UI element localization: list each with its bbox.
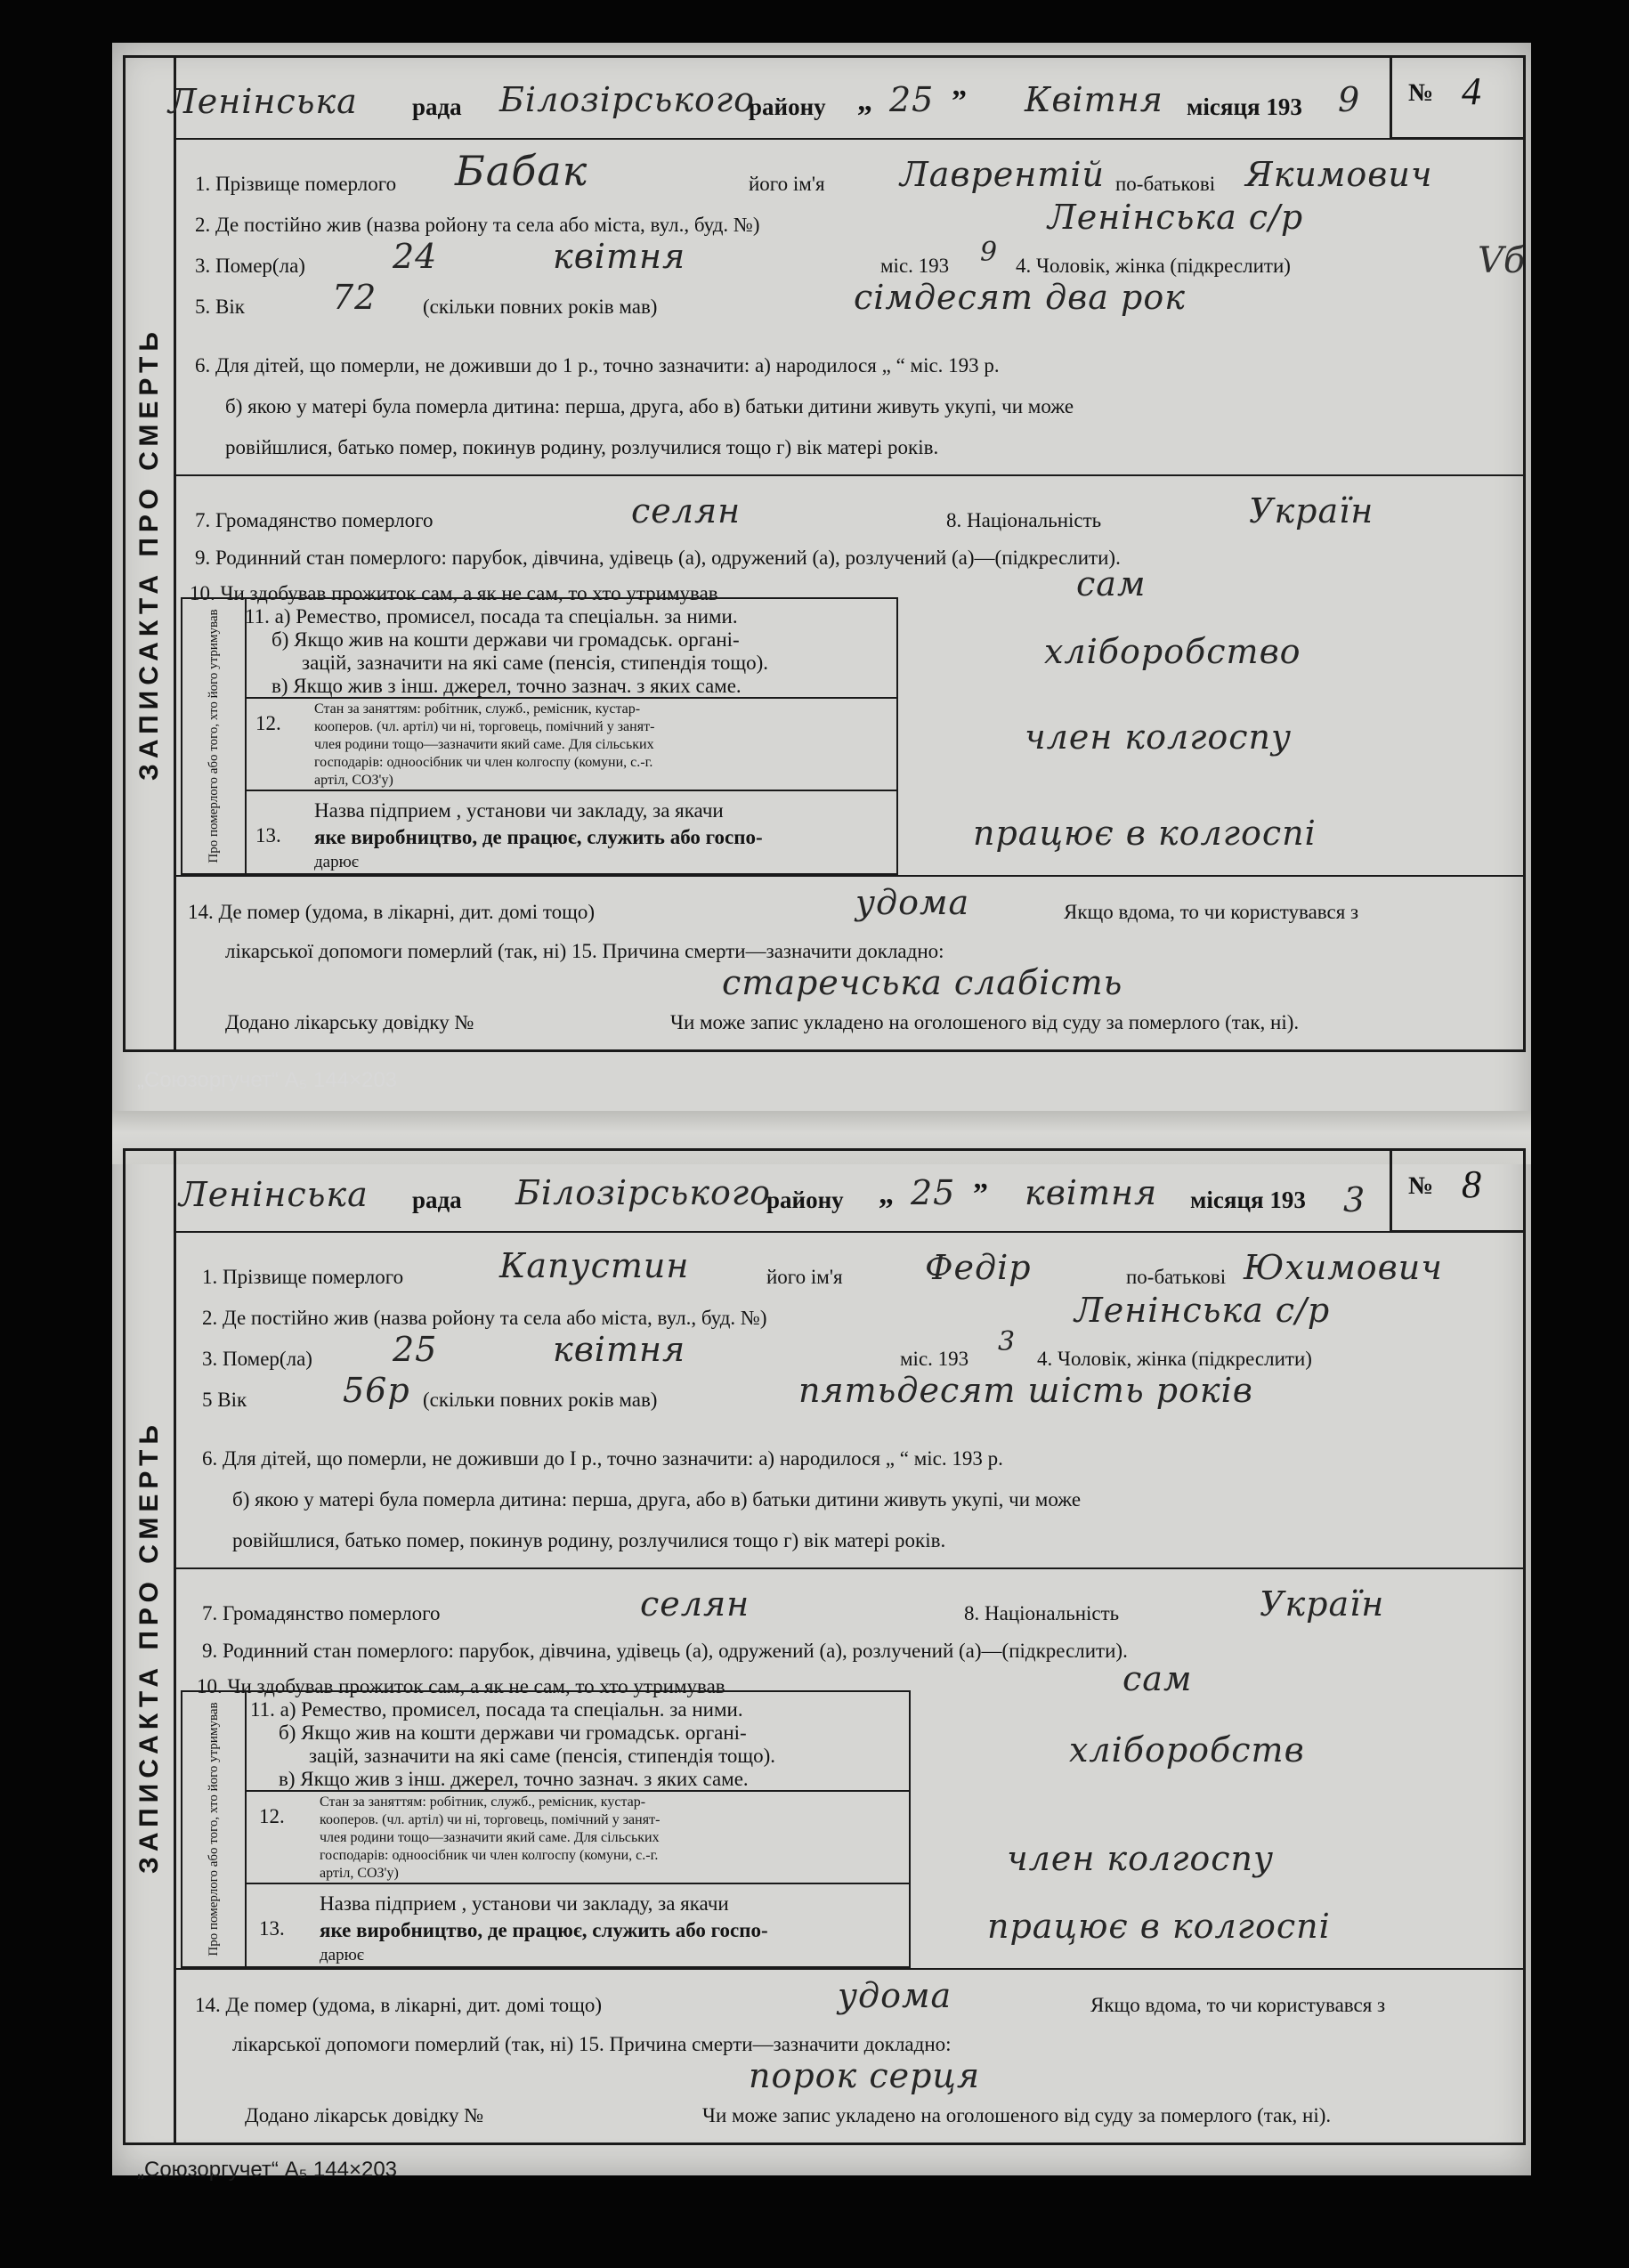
q13-num: 13. <box>259 1917 285 1940</box>
q11-a: 11. а) Ремество, промисел, посада та спеціальн. за ними. <box>245 605 738 628</box>
death-year-label: міс. 193 <box>900 1348 969 1370</box>
q12-line-3: члея родини тощо—зазначити який саме. Для сільських <box>314 737 654 752</box>
q11-c: в) Якщо жив з інш. джерел, точно зазнач. з яких саме. <box>279 1768 749 1790</box>
q12-line-2: кооперов. (чл. артіл) чи ні, торговець, помічний у занят- <box>320 1812 661 1827</box>
hw-citizenship: селян <box>631 491 742 531</box>
died-label: 3. Помер(ла) <box>202 1348 312 1370</box>
record-number-box <box>1390 58 1523 140</box>
hw-surname: Бабак <box>455 147 588 195</box>
hw-age: 72 <box>332 278 377 317</box>
patronymic-label: по-батькові <box>1115 173 1216 195</box>
hw-workplace: працює в колгоспі <box>987 1907 1331 1946</box>
q12-num: 12. <box>259 1805 285 1827</box>
hw-month: квітня <box>1025 1173 1158 1212</box>
livelihood-label: 10. Чи здобував прожиток сам, а як не сам, то хто утримував <box>190 582 718 604</box>
hw-name: Лаврентій <box>900 155 1105 194</box>
hw-occupation: хліборобство <box>1044 632 1301 671</box>
children-line-1: 6. Для дітей, що померли, не доживши до І р., точно зазначити: а) народилося „ “ міс. 193 р. <box>202 1447 1003 1470</box>
hw-raion: Білозірського <box>515 1173 771 1212</box>
hw-day: 25 <box>911 1173 956 1212</box>
close-quote: ” <box>973 1178 988 1211</box>
death-place-label: 14. Де помер (удома, в лікарні, дит. домі тощо) <box>188 901 596 923</box>
hw-livelihood: сам <box>1122 1659 1193 1698</box>
divider-11 <box>245 1790 909 1792</box>
residence-label: 2. Де постійно жив (назва ройону та села або міста, вул., буд. №) <box>202 1307 767 1329</box>
q11-b2: зацій, зазначити на які саме (пенсія, стипендія тощо). <box>302 652 768 674</box>
hw-livelihood: сам <box>1076 564 1147 603</box>
hw-age: 56р <box>343 1371 410 1410</box>
hw-year: 3 <box>1343 1180 1366 1219</box>
q13-line-2: яке виробництво, де працює, служить або госпо- <box>320 1919 768 1941</box>
q12-num: 12. <box>255 712 281 734</box>
hw-raion: Білозірського <box>499 80 755 119</box>
hw-occupation: хліборобств <box>1069 1730 1305 1770</box>
hw-age-words: сімдесят два рок <box>854 278 1186 317</box>
raion-label: району <box>766 1187 844 1213</box>
q12-line-4: господарів: одноосібник чи член колгоспу (комуни, с.-г. <box>320 1848 659 1863</box>
sex-label: 4. Чоловік, жінка (підкреслити) <box>1016 255 1291 277</box>
hw-cause: порок серця <box>749 2056 981 2095</box>
nationality-label: 8. Національність <box>946 509 1102 531</box>
month-label: місяця 193 <box>1190 1187 1306 1213</box>
age-label: 5. Вік <box>195 296 245 318</box>
died-label: 3. Помер(ла) <box>195 255 305 277</box>
hw-citizenship: селян <box>640 1584 750 1624</box>
hw-rada: Ленінська <box>168 82 358 121</box>
hw-death-day: 24 <box>393 237 438 276</box>
q13-line-3: дарює <box>314 853 359 871</box>
name-label: його ім'я <box>749 173 825 195</box>
hw-month: Квітня <box>1025 80 1163 119</box>
q11-c: в) Якщо жив з інш. джерел, точно зазнач. з яких саме. <box>272 675 742 697</box>
certificate-label: Додано лікарську довідку № <box>225 1011 474 1033</box>
children-line-3: ровійшлися, батько помер, покинув родину, розлучилися тощо г) вік матері років. <box>232 1529 946 1551</box>
livelihood-label: 10. Чи здобував прожиток сам, а як не сам, то хто утримував <box>197 1675 725 1697</box>
death-record-form-1 <box>123 55 1526 1052</box>
footer-imprint-2: „Союзоргучет“ А₅ 144×203 <box>137 2158 398 2182</box>
hw-nationality: Україн <box>1260 1584 1385 1624</box>
q12-line-5: артіл, СОЗ'у) <box>314 773 393 788</box>
q13-line-2: яке виробництво, де працює, служить або госпо- <box>314 826 763 848</box>
divider-12 <box>245 1883 909 1884</box>
hw-death-year: 9 <box>980 237 999 268</box>
certificate-label: Додано лікарськ довідку № <box>245 2104 484 2126</box>
q11-b: б) Якщо жив на кошти держави чи громадськ. органі- <box>272 628 740 651</box>
death-place-rest: Якщо вдома, то чи користувався з <box>1090 1994 1386 2016</box>
hw-death-place: удома <box>855 883 970 922</box>
residence-label: 2. Де постійно жив (назва ройону та села або міста, вул., буд. №) <box>195 214 760 236</box>
hw-patronymic: Юхимович <box>1244 1248 1443 1287</box>
death-place-rest: Якщо вдома, то чи користувався з <box>1064 901 1359 923</box>
divider-12 <box>245 790 896 791</box>
patronymic-label: по-батькові <box>1126 1266 1227 1288</box>
header-divider <box>175 1231 1390 1233</box>
occupation-side-label: Про померлого або того, хто його утримував <box>206 1702 221 1956</box>
record-number-box <box>1390 1151 1523 1233</box>
occupation-side <box>182 1692 247 1966</box>
family-status-label: 9. Родинний стан померлого: парубок, дівчина, удівець (а), одружений (а), розлучений (а)—(підкреслити). <box>195 547 1121 569</box>
children-line-3: ровійшлися, батько помер, покинув родину, розлучилися тощо г) вік матері років. <box>225 436 939 458</box>
hw-death-day: 25 <box>393 1330 438 1369</box>
divider-11 <box>245 697 896 699</box>
q13-line-3: дарює <box>320 1946 364 1964</box>
open-quote: „ <box>857 85 872 117</box>
occupation-side <box>182 599 247 873</box>
record-number: 8 <box>1462 1162 1481 1206</box>
hw-death-year: 3 <box>998 1326 1017 1357</box>
hw-death-month: квітня <box>553 1330 686 1369</box>
children-line-1: 6. Для дітей, що померли, не доживши до 1 р., точно зазначити: а) народилося „ “ міс. 193 р. <box>195 354 1000 377</box>
hw-year: 9 <box>1338 80 1361 119</box>
cause-label: лікарської допомоги померлий (так, ні) 15. Причина смерти—зазначити докладно: <box>232 2033 952 2055</box>
children-line-2: б) якою у матері була померла дитина: перша, друга, або в) батьки дитини живуть укупі, чи може <box>225 395 1074 417</box>
hw-patronymic: Якимович <box>1245 155 1433 194</box>
death-year-label: міс. 193 <box>880 255 950 277</box>
number-label: № <box>1408 1172 1434 1200</box>
q11-b2: зацій, зазначити на які саме (пенсія, стипендія тощо). <box>309 1745 775 1767</box>
hw-workplace: працює в колгоспі <box>973 814 1317 853</box>
citizenship-label: 7. Громадянство померлого <box>202 1602 441 1624</box>
hw-name: Федір <box>925 1248 1032 1287</box>
raion-label: району <box>749 93 826 120</box>
family-status-label: 9. Родинний стан померлого: парубок, дівчина, удівець (а), одружений (а), розлучений (а)—(підкреслити). <box>202 1640 1128 1662</box>
divider-1 <box>175 474 1523 476</box>
hw-residence: Ленінська с/р <box>1048 198 1304 237</box>
number-label: № <box>1408 79 1434 107</box>
side-title-strip <box>126 1151 176 2142</box>
hw-status: член колгоспу <box>1007 1839 1275 1878</box>
q12-line-2: кооперов. (чл. артіл) чи ні, торговець, помічний у занят- <box>314 719 655 734</box>
divider-1 <box>175 1567 1523 1569</box>
hw-death-month: квітня <box>553 237 686 276</box>
court-label: Чи може запис укладено на оголошеного від суду за померлого (так, ні). <box>702 2104 1332 2126</box>
citizenship-label: 7. Громадянство померлого <box>195 509 434 531</box>
hw-residence: Ленінська с/р <box>1074 1291 1331 1330</box>
q13-num: 13. <box>255 824 281 846</box>
hw-day: 25 <box>889 80 935 119</box>
hw-nationality: Україн <box>1249 491 1374 531</box>
q12-line-5: артіл, СОЗ'у) <box>320 1866 399 1881</box>
surname-label: 1. Прізвище померлого <box>202 1266 404 1288</box>
age-label: 5 Вік <box>202 1389 247 1411</box>
q12-line-1: Стан за заняттям: робітник, служб., ремісник, кустар- <box>314 701 641 717</box>
hw-age-words: пятьдесят шість років <box>798 1371 1253 1410</box>
divider-2 <box>175 875 1523 877</box>
margin-note: Vб <box>1478 240 1526 281</box>
open-quote: „ <box>879 1178 894 1211</box>
surname-label: 1. Прізвище померлого <box>195 173 397 195</box>
q13-line-1: Назва підприем , установи чи закладу, за якачи <box>314 799 724 822</box>
header-divider <box>175 138 1390 140</box>
q12-line-4: господарів: одноосібник чи член колгоспу (комуни, с.-г. <box>314 755 653 770</box>
divider-2 <box>175 1968 1523 1970</box>
q11-a: 11. а) Ремество, промисел, посада та спеціальн. за ними. <box>250 1698 743 1721</box>
hw-rada: Ленінська <box>179 1175 369 1214</box>
sex-label: 4. Чоловік, жінка (підкреслити) <box>1037 1348 1312 1370</box>
hw-cause: старечська слабість <box>722 963 1123 1002</box>
hw-status: член колгоспу <box>1025 717 1293 757</box>
record-number: 4 <box>1462 69 1481 113</box>
occupation-side-label: Про померлого або того, хто його утримував <box>206 609 221 863</box>
cause-label: лікарської допомоги померлий (так, ні) 15. Причина смерти—зазначити докладно: <box>225 940 944 962</box>
age-paren: (скільки повних років мав) <box>423 296 658 318</box>
footer-imprint-1: „Союзоргучет“ А₅ 144×203 <box>137 1068 398 1092</box>
q11-b: б) Якщо жив на кошти держави чи громадськ. органі- <box>279 1721 747 1744</box>
death-place-label: 14. Де помер (удома, в лікарні, дит. домі тощо) <box>195 1994 603 2016</box>
side-title-strip <box>126 58 176 1049</box>
side-title: ЗАПИСАКТА ПРО СМЕРТЬ <box>134 1420 164 1874</box>
name-label: його ім'я <box>766 1266 843 1288</box>
month-label: місяця 193 <box>1187 93 1302 120</box>
hw-death-place: удома <box>838 1976 952 2015</box>
close-quote: ” <box>952 85 967 117</box>
court-label: Чи може запис укладено на оголошеного від суду за померлого (так, ні). <box>670 1011 1300 1033</box>
nationality-label: 8. Національність <box>964 1602 1120 1624</box>
side-title: ЗАПИСАКТА ПРО СМЕРТЬ <box>134 327 164 781</box>
q13-line-1: Назва підприем , установи чи закладу, за якачи <box>320 1892 729 1915</box>
hw-surname: Капустин <box>499 1246 690 1285</box>
q12-line-3: члея родини тощо—зазначити який саме. Для сільських <box>320 1830 660 1845</box>
age-paren: (скільки повних років мав) <box>423 1389 658 1411</box>
children-line-2: б) якою у матері була померла дитина: перша, друга, або в) батьки дитини живуть укупі, чи може <box>232 1488 1082 1511</box>
rada-label: рада <box>412 93 462 120</box>
death-record-form-2 <box>123 1148 1526 2145</box>
q12-line-1: Стан за заняттям: робітник, служб., ремісник, кустар- <box>320 1794 646 1810</box>
rada-label: рада <box>412 1187 462 1213</box>
